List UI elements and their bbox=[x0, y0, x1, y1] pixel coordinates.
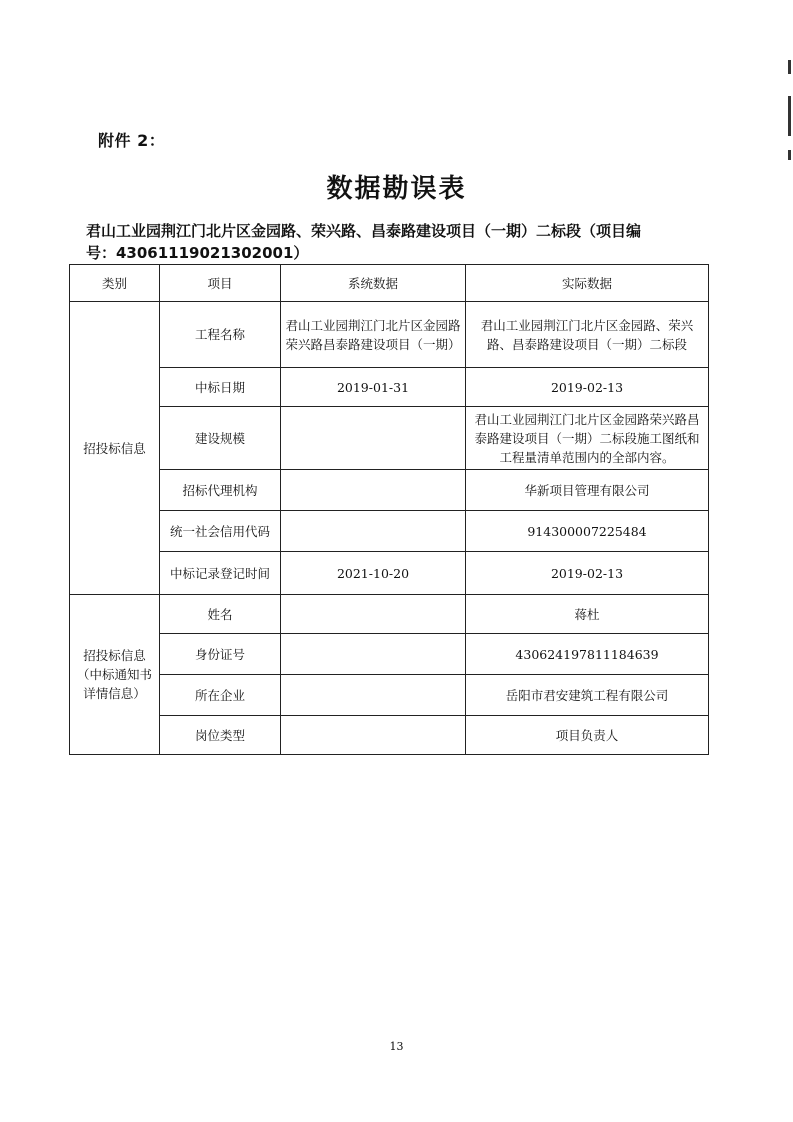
item-cell: 中标记录登记时间 bbox=[160, 552, 281, 595]
actual-data-cell: 华新项目管理有限公司 bbox=[466, 470, 709, 511]
system-data-cell bbox=[281, 716, 466, 755]
category-cell-award-notice-info: 招投标信息（中标通知书详情信息） bbox=[70, 595, 160, 755]
system-data-cell bbox=[281, 511, 466, 552]
scan-edge-mark bbox=[788, 96, 791, 136]
attachment-label: 附件 2： bbox=[98, 131, 166, 150]
page-number: 13 bbox=[389, 1040, 404, 1053]
actual-data-cell: 君山工业园荆江门北片区金园路荣兴路昌泰路建设项目（一期）二标段施工图纸和工程量清单范围内的全部内容。 bbox=[466, 407, 709, 470]
table-row bbox=[70, 302, 709, 368]
table-row bbox=[70, 407, 709, 470]
subtitle-line-2: 号：43061119021302001） bbox=[86, 244, 309, 262]
category-cell-bidding-info: 招投标信息 bbox=[70, 302, 160, 595]
actual-data-cell: 蒋杜 bbox=[466, 595, 709, 634]
table-row bbox=[70, 368, 709, 407]
errata-table bbox=[69, 264, 709, 755]
system-data-cell bbox=[281, 407, 466, 470]
system-data-cell bbox=[281, 470, 466, 511]
subtitle-line-1: 君山工业园荆江门北片区金园路、荣兴路、昌泰路建设项目（一期）二标段（项目编 bbox=[86, 222, 642, 240]
actual-data-cell: 430624197811184639 bbox=[466, 634, 709, 675]
table-row bbox=[70, 716, 709, 755]
item-cell: 工程名称 bbox=[160, 302, 281, 368]
item-cell: 建设规模 bbox=[160, 407, 281, 470]
actual-data-cell: 2019-02-13 bbox=[466, 368, 709, 407]
project-subtitle bbox=[86, 220, 706, 264]
table-row bbox=[70, 675, 709, 716]
table-header-row bbox=[70, 265, 709, 302]
item-cell: 所在企业 bbox=[160, 675, 281, 716]
actual-data-cell: 2019-02-13 bbox=[466, 552, 709, 595]
actual-data-cell: 项目负责人 bbox=[466, 716, 709, 755]
table-row bbox=[70, 511, 709, 552]
scan-edge-mark bbox=[788, 150, 791, 160]
system-data-cell: 2019-01-31 bbox=[281, 368, 466, 407]
item-cell: 招标代理机构 bbox=[160, 470, 281, 511]
system-data-cell: 2021-10-20 bbox=[281, 552, 466, 595]
table-row bbox=[70, 634, 709, 675]
system-data-cell: 君山工业园荆江门北片区金园路荣兴路昌泰路建设项目（一期） bbox=[281, 302, 466, 368]
header-system-data: 系统数据 bbox=[281, 265, 466, 302]
item-cell: 中标日期 bbox=[160, 368, 281, 407]
item-cell: 身份证号 bbox=[160, 634, 281, 675]
header-actual-data: 实际数据 bbox=[466, 265, 709, 302]
table-row bbox=[70, 595, 709, 634]
scan-edge-mark bbox=[788, 60, 791, 74]
item-cell: 岗位类型 bbox=[160, 716, 281, 755]
header-category: 类别 bbox=[70, 265, 160, 302]
page-title: 数据勘误表 bbox=[326, 174, 467, 204]
system-data-cell bbox=[281, 634, 466, 675]
system-data-cell bbox=[281, 675, 466, 716]
header-item: 项目 bbox=[160, 265, 281, 302]
system-data-cell bbox=[281, 595, 466, 634]
actual-data-cell: 君山工业园荆江门北片区金园路、荣兴路、昌泰路建设项目（一期）二标段 bbox=[466, 302, 709, 368]
table-row bbox=[70, 552, 709, 595]
item-cell: 姓名 bbox=[160, 595, 281, 634]
actual-data-cell: 914300007225484 bbox=[466, 511, 709, 552]
table-row bbox=[70, 470, 709, 511]
item-cell: 统一社会信用代码 bbox=[160, 511, 281, 552]
actual-data-cell: 岳阳市君安建筑工程有限公司 bbox=[466, 675, 709, 716]
